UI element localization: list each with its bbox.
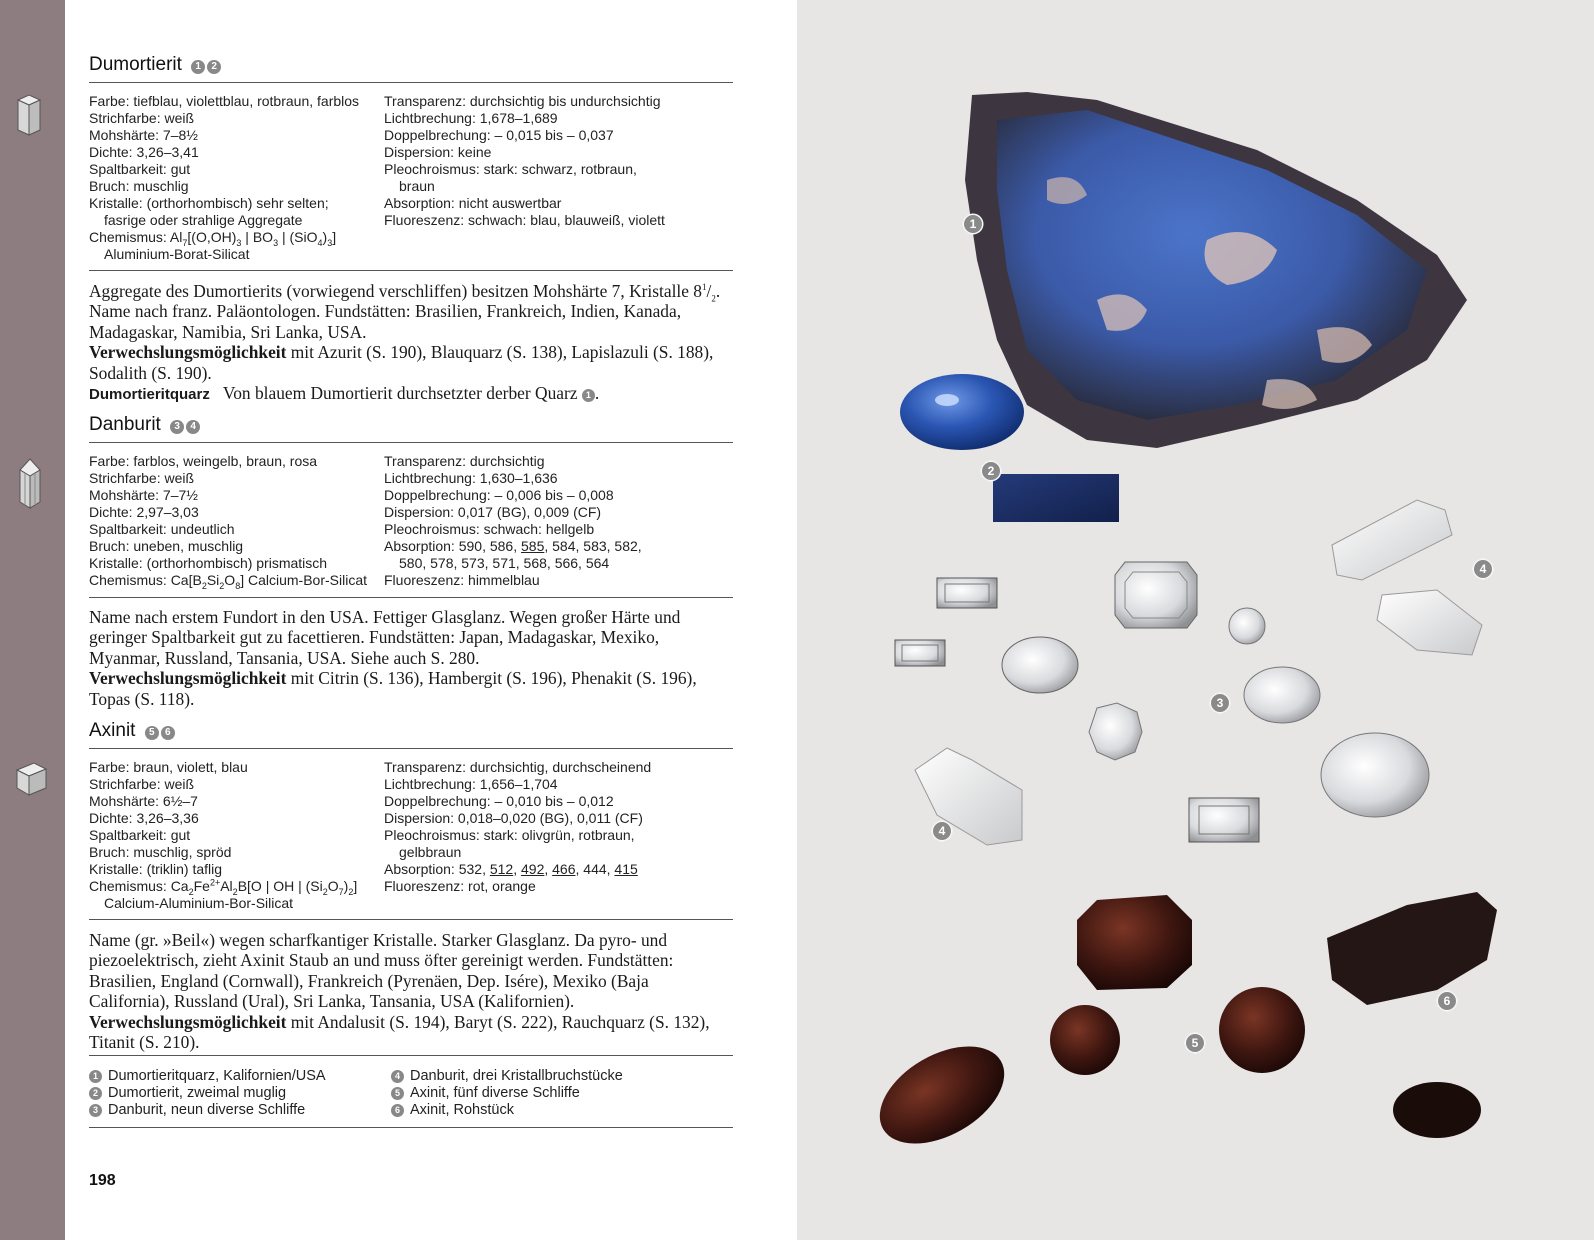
ref-badge: 1 — [191, 60, 205, 74]
verwechslung-label: Verwechslungsmöglichkeit — [89, 342, 287, 363]
divider — [89, 1055, 733, 1056]
variety-label: Dumortieritquarz — [89, 386, 210, 404]
prop-absorption: Absorption: 532, 512, 492, 466, 444, 415 — [384, 861, 638, 877]
prop-farbe: Farbe: tiefblau, violettblau, rotbraun, farblos — [89, 93, 360, 109]
prop-strichfarbe: Strichfarbe: weiß — [89, 110, 195, 126]
prop-transparenz: Transparenz: durchsichtig bis undurchsichtig — [384, 93, 661, 109]
ref-badge: 6 — [161, 726, 175, 740]
prop-doppelbrechung: Doppelbrechung: – 0,010 bis – 0,012 — [384, 793, 614, 809]
text-page — [65, 0, 797, 1240]
prop-kristalle: Kristalle: (orthorhombisch) prismatisch — [89, 555, 328, 571]
dumortierite-quartz-specimen — [965, 92, 1467, 448]
triclinic-crystal-icon — [14, 760, 48, 798]
ref-badge: 5 — [145, 726, 159, 740]
axinite-stones — [863, 892, 1497, 1164]
prop-chemismus-name: Aluminium-Borat-Silicat — [104, 246, 250, 262]
description-dumortierit: Aggregate des Dumortierits (vorwiegend verschliffen) besitzen Mohshärte 7, Kristalle $8^1/_2$. Name nach franz. Paläontologen. Fundstätten: Brasilien, Frankreich, Indien, Kanada, Madagaskar, Namibia, Sri Lanka, USA. Verwechslungsmöglichkeit mit Azurit (S. 190), Blauquarz (S. 138), Lapislazuli (S. 188), Sodalith (S. 190). Dumortieritquarz Von blauem Dumortierit durchsetzter derber Quarz 1 . — [89, 281, 721, 404]
divider — [89, 748, 733, 749]
title-text: Danburit — [89, 414, 161, 435]
ref-badge: 3 — [170, 420, 184, 434]
prop-absorption-cont: 580, 578, 573, 571, 568, 566, 564 — [399, 555, 610, 571]
photo-legend — [89, 1068, 733, 1122]
prop-kristalle-cont: fasrige oder strahlige Aggregate — [104, 212, 303, 228]
prop-mohs: Mohshärte: 6½–7 — [89, 793, 198, 809]
prop-transparenz: Transparenz: durchsichtig — [384, 453, 545, 469]
prop-absorption: Absorption: 590, 586, 585, 584, 583, 582, — [384, 538, 642, 554]
marker-2: 2 — [981, 461, 1001, 481]
description-danburit: Name nach erstem Fundort in den USA. Fettiger Glasglanz. Wegen großer Härte und geringer Spaltbarkeit gut zu facettieren. Fundstätten: Japan, Madagaskar, Mexiko, Myanmar, Russland, Tansania, USA. Siehe auch S. 280. Verwechslungsmöglichkeit mit Citrin (S. 136), Hambergit (S. 196), Phenakit (S. 196), Topas (S. 118). — [89, 607, 697, 709]
prop-farbe: Farbe: braun, violett, blau — [89, 759, 248, 775]
prop-strichfarbe: Strichfarbe: weiß — [89, 470, 195, 486]
title-text: Axinit — [89, 720, 136, 741]
prop-chemismus-name: Calcium-Aluminium-Bor-Silicat — [104, 895, 294, 911]
prop-dichte: Dichte: 3,26–3,36 — [89, 810, 199, 826]
prop-kristalle: Kristalle: (triklin) taflig — [89, 861, 223, 877]
prop-spaltbarkeit: Spaltbarkeit: gut — [89, 827, 191, 843]
section-title-axinit — [89, 720, 733, 742]
prop-absorption: Absorption: nicht auswertbar — [384, 195, 562, 211]
prop-pleochroismus-cont: gelbbraun — [399, 844, 462, 860]
legend-item: 4 Danburit, drei Kristallbruchstücke — [391, 1068, 623, 1085]
prop-lichtbrechung: Lichtbrechung: 1,630–1,636 — [384, 470, 558, 486]
marker-3: 3 — [1210, 693, 1230, 713]
prop-doppelbrechung: Doppelbrechung: – 0,015 bis – 0,037 — [384, 127, 614, 143]
prop-farbe: Farbe: farblos, weingelb, braun, rosa — [89, 453, 318, 469]
prop-pleochroismus-cont: braun — [399, 178, 435, 194]
prop-dichte: Dichte: 2,97–3,03 — [89, 504, 199, 520]
prop-dispersion: Dispersion: 0,017 (BG), 0,009 (CF) — [384, 504, 602, 520]
divider — [89, 597, 733, 598]
divider — [89, 919, 733, 920]
prop-chemismus: Chemismus: $Ca_2Fe^{2+}Al_2B[O$ | OH | $(Si_2O_7)_2$] — [89, 877, 358, 897]
divider — [89, 82, 733, 83]
divider — [89, 1127, 733, 1128]
prop-fluoreszenz: Fluoreszenz: himmelblau — [384, 572, 540, 588]
prop-transparenz: Transparenz: durchsichtig, durchscheinend — [384, 759, 652, 775]
prop-dichte: Dichte: 3,26–3,41 — [89, 144, 199, 160]
page-number: 198 — [89, 1172, 116, 1189]
divider — [89, 442, 733, 443]
ref-badge: 2 — [207, 60, 221, 74]
legend-item: 3 Danburit, neun diverse Schliffe — [89, 1102, 326, 1119]
properties-axinit — [89, 759, 733, 915]
dumortierite-bar — [993, 474, 1119, 522]
dumortierite-cabochon — [900, 374, 1024, 450]
ref-badge: 1 — [582, 389, 595, 402]
prop-strichfarbe: Strichfarbe: weiß — [89, 776, 195, 792]
verwechslung-label: Verwechslungsmöglichkeit — [89, 668, 287, 689]
prop-mohs: Mohshärte: 7–8½ — [89, 127, 198, 143]
tetragonal-crystal-icon — [14, 92, 44, 138]
legend-item: 6 Axinit, Rohstück — [391, 1102, 623, 1119]
prop-bruch: Bruch: muschlig — [89, 178, 189, 194]
prop-bruch: Bruch: uneben, muschlig — [89, 538, 244, 554]
prop-chemismus: Chemismus: $Al_7[(O,OH)_3$ | $BO_3$ | $(SiO_4)_3$] — [89, 229, 337, 248]
prop-bruch: Bruch: muschlig, spröd — [89, 844, 232, 860]
prop-pleochroismus: Pleochroismus: stark: schwarz, rotbraun, — [384, 161, 637, 177]
prop-lichtbrechung: Lichtbrechung: 1,656–1,704 — [384, 776, 558, 792]
legend-item: 2 Dumortierit, zweimal muglig — [89, 1085, 326, 1102]
prop-pleochroismus: Pleochroismus: stark: olivgrün, rotbraun, — [384, 827, 635, 843]
sidebar-strip — [0, 0, 65, 1240]
divider — [89, 270, 733, 271]
marker-4b: 4 — [932, 821, 952, 841]
prop-doppelbrechung: Doppelbrechung: – 0,006 bis – 0,008 — [384, 487, 614, 503]
prop-fluoreszenz: Fluoreszenz: rot, orange — [384, 878, 536, 894]
legend-item: 1 Dumortieritquarz, Kalifornien/USA — [89, 1068, 326, 1085]
prop-spaltbarkeit: Spaltbarkeit: undeutlich — [89, 521, 235, 537]
prop-pleochroismus: Pleochroismus: schwach: hellgelb — [384, 521, 595, 537]
prop-fluoreszenz: Fluoreszenz: schwach: blau, blauweiß, violett — [384, 212, 665, 228]
legend-item: 5 Axinit, fünf diverse Schliffe — [391, 1085, 623, 1102]
section-title-dumortierit — [89, 54, 733, 76]
verwechslung-label: Verwechslungsmöglichkeit — [89, 1011, 287, 1032]
ref-badge: 4 — [186, 420, 200, 434]
prop-lichtbrechung: Lichtbrechung: 1,678–1,689 — [384, 110, 558, 126]
description-axinit: Name (gr. »Beil«) wegen scharfkantiger Kristalle. Starker Glasglanz. Da pyro- und piezoelektrisch, zieht Axinit Staub an und muss öfter gereinigt werden. Fundstätten: Brasilien, England (Cornwall), Frankreich (Pyrenäen, Dep. Isére), Mexiko (Baja California), Russland (Ural), Sri Lanka, Tansania, USA (Kalifornien). Verwechslungsmöglichkeit mit Andalusit (S. 194), Baryt (S. 222), Rauchquarz (S. 132), Titanit (S. 210). — [89, 930, 710, 1053]
marker-5: 5 — [1185, 1033, 1205, 1053]
properties-danburit — [89, 453, 733, 593]
orthorhombic-crystal-icon — [14, 456, 46, 512]
prop-spaltbarkeit: Spaltbarkeit: gut — [89, 161, 191, 177]
marker-1: 1 — [963, 214, 983, 234]
prop-kristalle: Kristalle: (orthorhombisch) sehr selten; — [89, 195, 329, 211]
properties-dumortierit — [89, 93, 733, 263]
marker-6: 6 — [1437, 991, 1457, 1011]
title-text: Dumortierit — [89, 54, 182, 75]
specimen-photo — [797, 0, 1594, 1240]
prop-dispersion: Dispersion: 0,018–0,020 (BG), 0,011 (CF) — [384, 810, 643, 826]
marker-4: 4 — [1473, 559, 1493, 579]
specimen-illustration — [797, 0, 1594, 1240]
prop-dispersion: Dispersion: keine — [384, 144, 492, 160]
prop-chemismus: Chemismus: $Ca[B_2Si_2O_8]$ Calcium-Bor-Silicat — [89, 572, 368, 591]
section-title-danburit — [89, 414, 733, 436]
prop-mohs: Mohshärte: 7–7½ — [89, 487, 198, 503]
